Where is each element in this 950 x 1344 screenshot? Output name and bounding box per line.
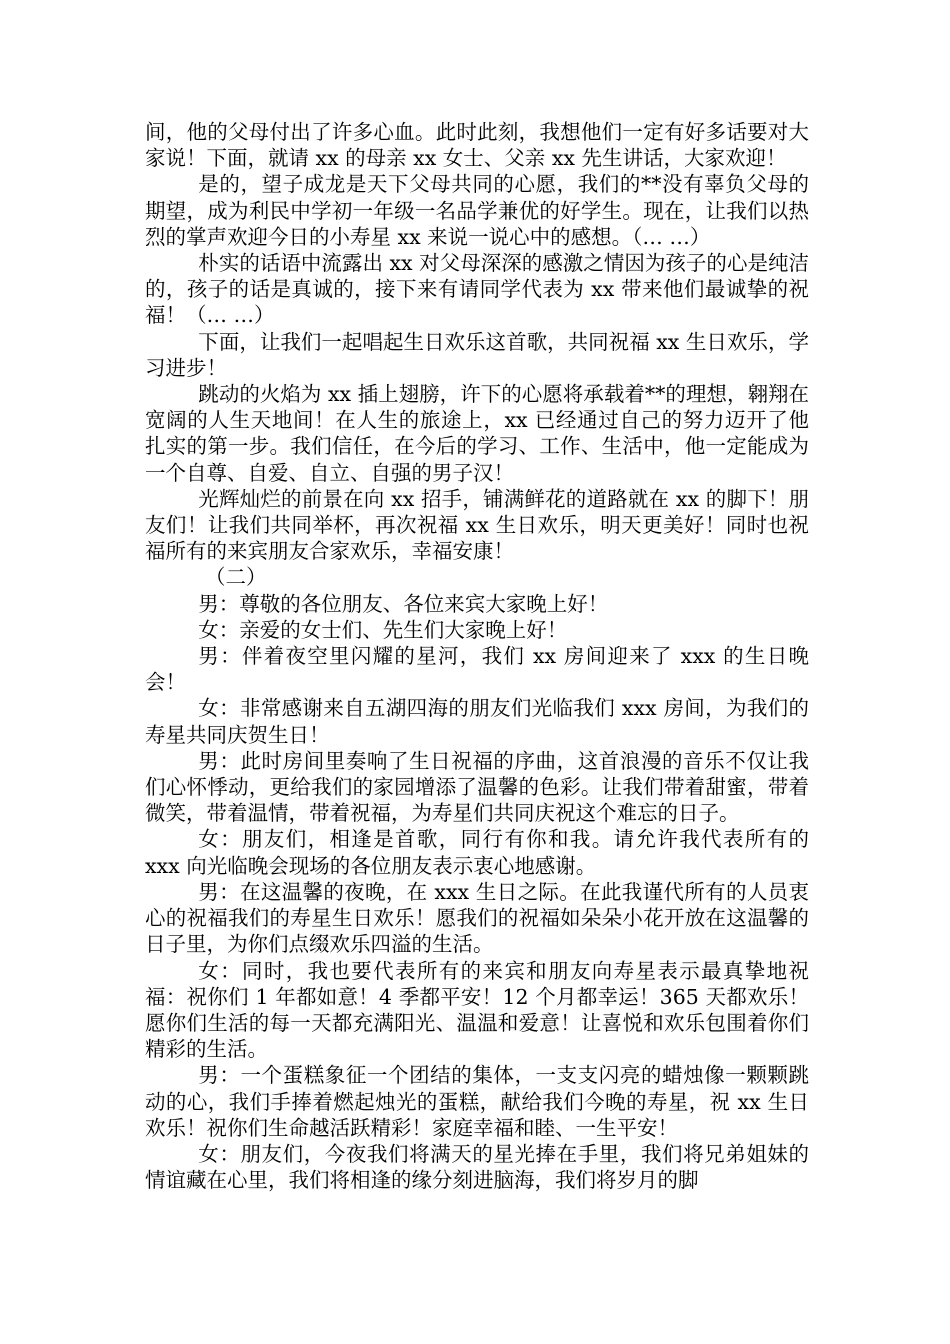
dialogue-line-5: 男：此时房间里奏响了生日祝福的序曲，这首浪漫的音乐不仅让我们心怀悸动，更给我们的家园增添了温馨的色彩。让我们带着甜蜜，带着微笑，带着温情，带着祝福，为寿星们共同庆祝这个难忘的日子。	[145, 748, 809, 826]
paragraph-3: 朴实的话语中流露出 xx 对父母深深的感激之情因为孩子的心是纯洁的，孩子的话是真诚的，接下来有请同学代表为 xx 带来他们最诚挚的祝福！（… …）	[145, 251, 809, 328]
dialogue-line-8: 女：同时，我也要代表所有的来宾和朋友向寿星表示最真挚地祝福：祝你们 1 年都如意！4 季都平安！12 个月都幸运！365 天都欢乐！愿你们生活的每一天都充满阳光、温温和爱意！让喜悦和欢乐包围着你们精彩的生活。	[145, 958, 809, 1062]
dialogue-line-1: 男：尊敬的各位朋友、各位来宾大家晚上好！	[198, 591, 609, 616]
dialogue-line-3: 男：伴着夜空里闪耀的星河，我们 xx 房间迎来了 xxx 的生日晚会！	[145, 644, 809, 695]
document-page	[145, 119, 809, 1193]
section-heading: （二）	[205, 565, 267, 590]
dialogue-line-6: 女：朋友们，相逢是首歌，同行有你和我。请允许我代表所有的 xxx 向光临晚会现场的各位朋友表示衷心地感谢。	[145, 827, 809, 878]
dialogue-line-9: 男：一个蛋糕象征一个团结的集体，一支支闪亮的蜡烛像一颗颗跳动的心，我们手捧着燃起烛光的蛋糕，献给我们今晚的寿星，祝 xx 生日欢乐！祝你们生命越活跃精彩！家庭幸福和睦、一生平安！	[145, 1063, 809, 1140]
dialogue-line-2: 女：亲爱的女士们、先生们大家晚上好！	[198, 617, 568, 642]
paragraph-1: 间，他的父母付出了许多心血。此时此刻，我想他们一定有好多话要对大家说！下面，就请 xx 的母亲 xx 女士、父亲 xx 先生讲话，大家欢迎！	[145, 120, 809, 171]
paragraph-2: 是的，望子成龙是天下父母共同的心愿，我们的**没有辜负父母的期望，成为利民中学初一年级一名品学兼优的好学生。现在，让我们以热烈的掌声欢迎今日的小寿星 xx 来说一说心中的感想。（… …）	[145, 172, 809, 249]
dialogue-line-10: 女：朋友们，今夜我们将满天的星光捧在手里，我们将兄弟姐妹的情谊藏在心里，我们将相逢的缘分刻进脑海，我们将岁月的脚	[145, 1141, 809, 1193]
paragraph-5: 跳动的火焰为 xx 插上翅膀，许下的心愿将承载着**的理想，翱翔在宽阔的人生天地间！在人生的旅途上，xx 已经通过自己的努力迈开了他扎实的第一步。我们信任，在今后的学习、工作、生活中，他一定能成为一个自尊、自爱、自立、自强的男子汉！	[145, 382, 809, 485]
paragraph-4: 下面，让我们一起唱起生日欢乐这首歌，共同祝福 xx 生日欢乐，学习进步！	[145, 329, 809, 380]
dialogue-line-4: 女：非常感谢来自五湖四海的朋友们光临我们 xxx 房间，为我们的寿星共同庆贺生日！	[145, 696, 809, 747]
paragraph-6: 光辉灿烂的前景在向 xx 招手，铺满鲜花的道路就在 xx 的脚下！朋友们！让我们共同举杯，再次祝福 xx 生日欢乐，明天更美好！同时也祝福所有的来宾朋友合家欢乐，幸福安康！	[145, 486, 809, 564]
dialogue-line-7: 男：在这温馨的夜晚，在 xxx 生日之际。在此我谨代所有的人员衷心的祝福我们的寿星生日欢乐！愿我们的祝福如朵朵小花开放在这温馨的日子里，为你们点缀欢乐四溢的生活。	[145, 879, 809, 957]
